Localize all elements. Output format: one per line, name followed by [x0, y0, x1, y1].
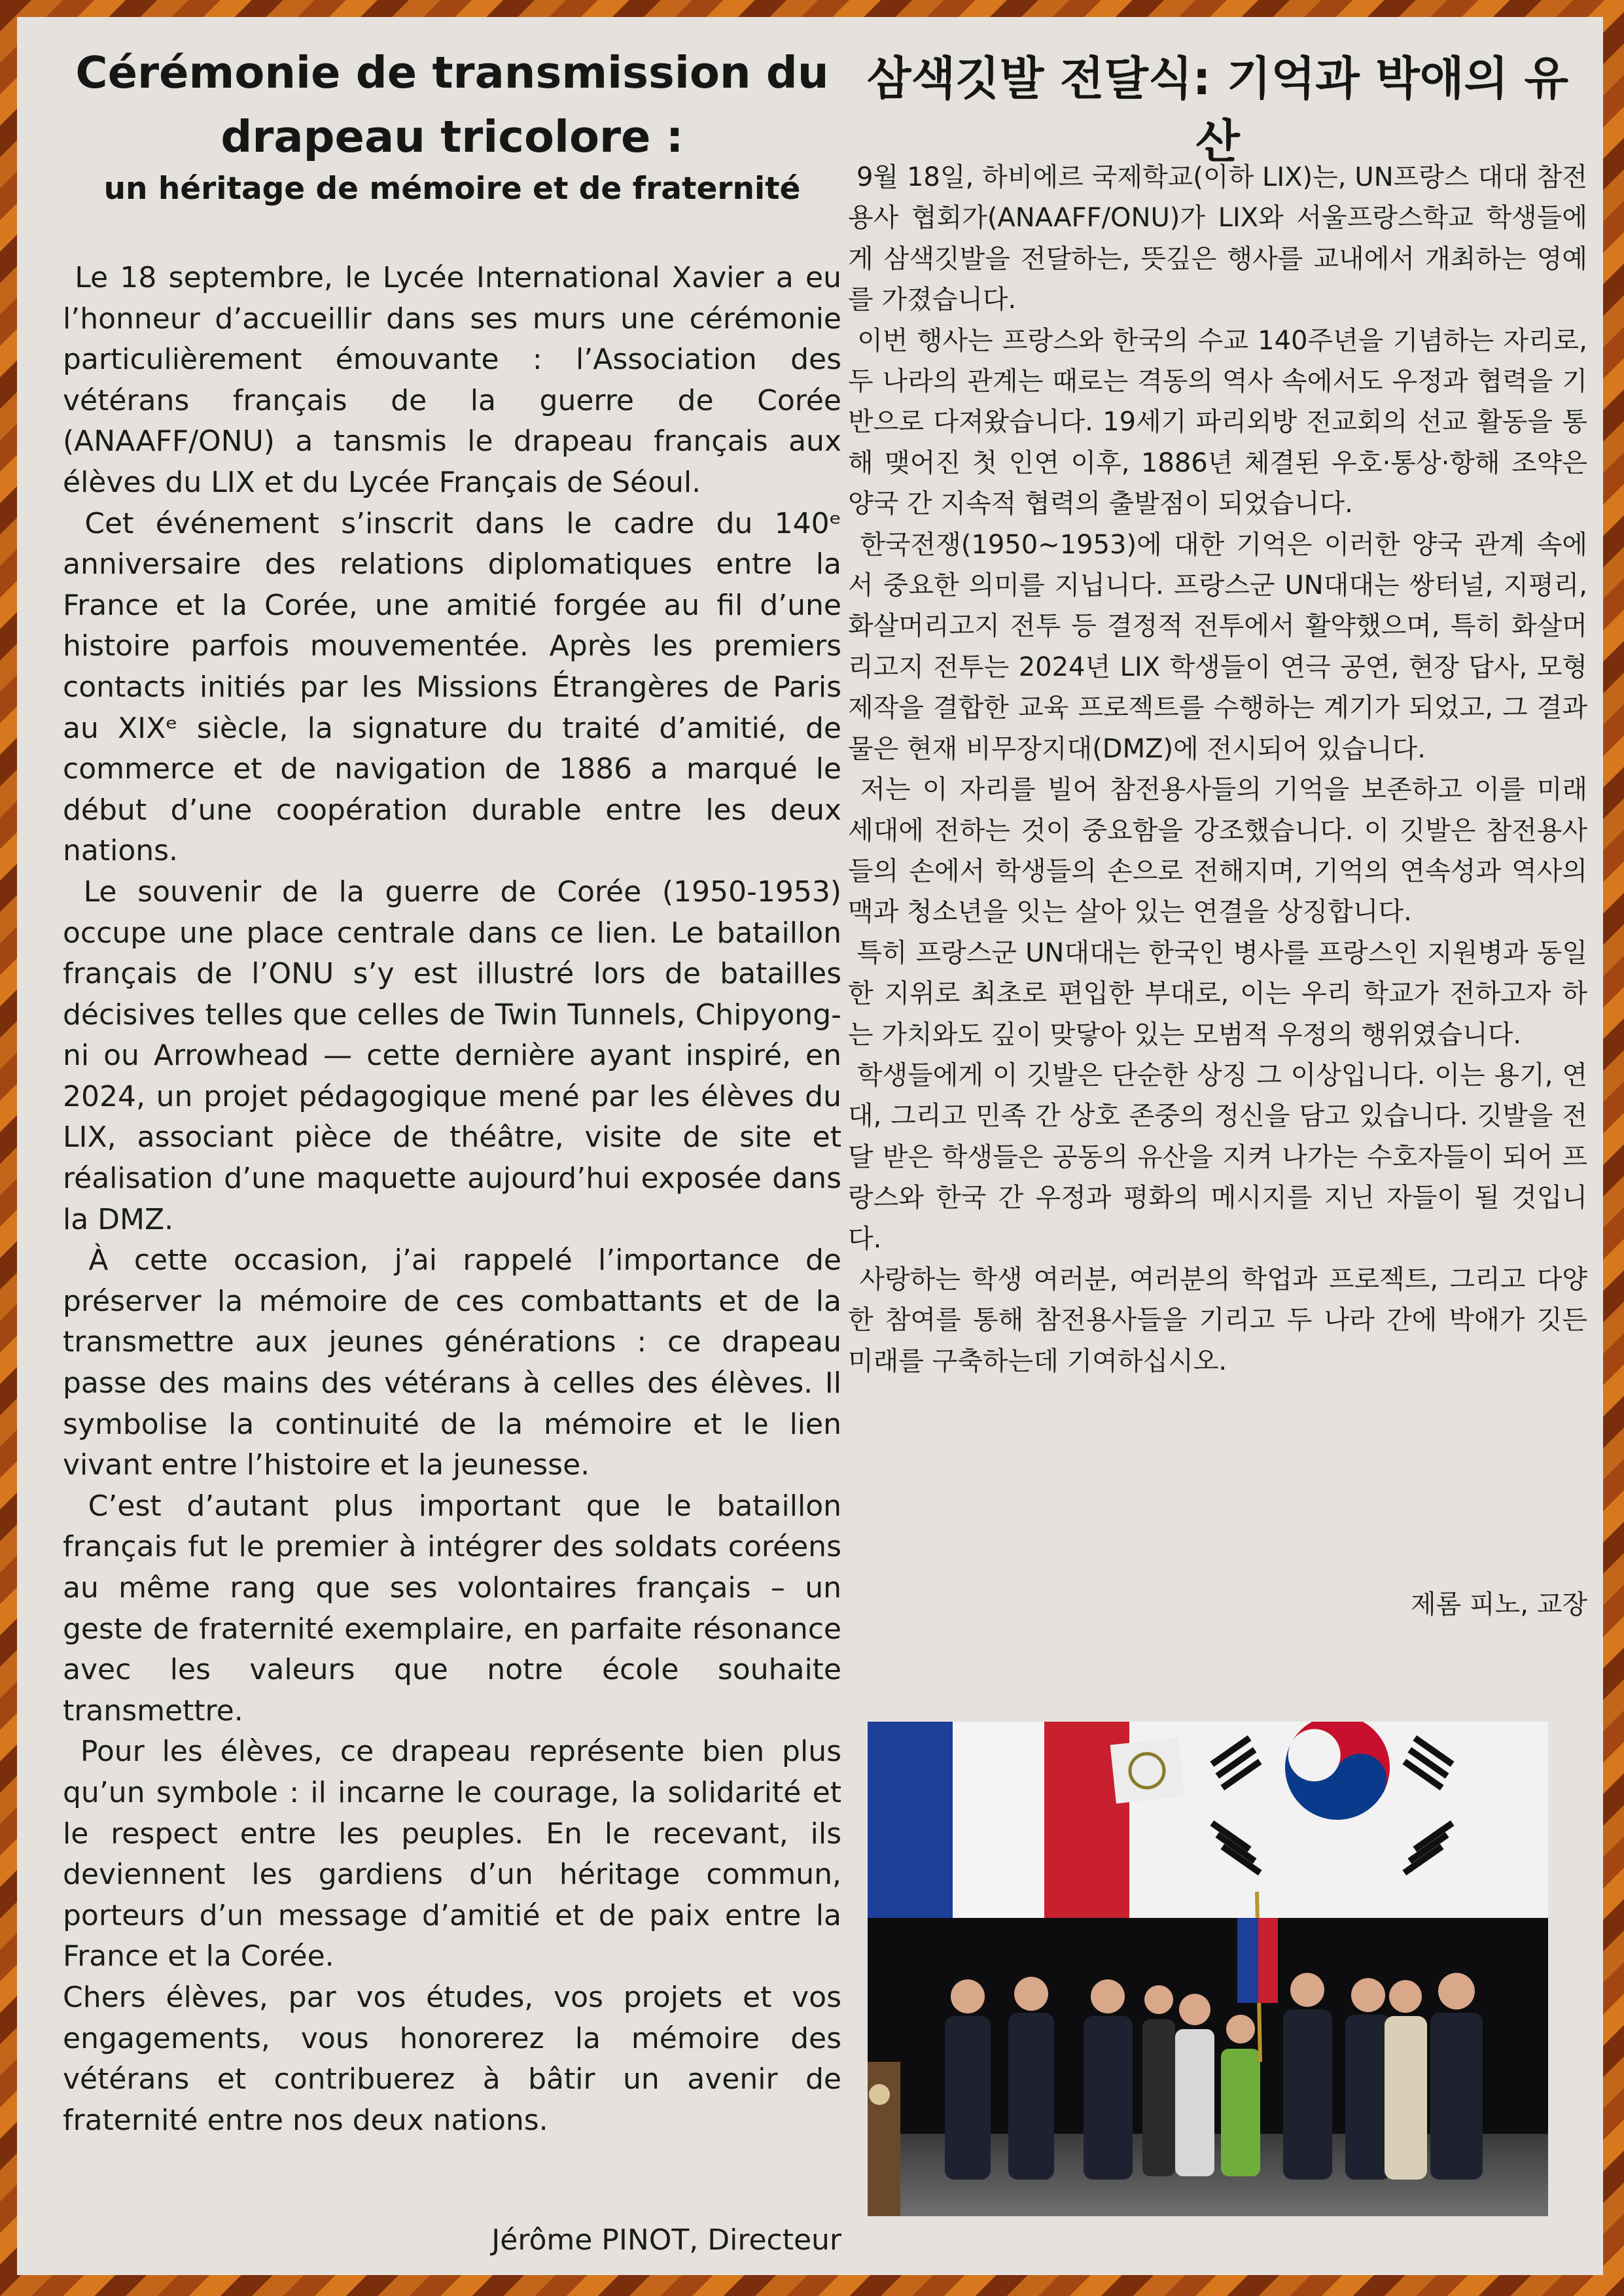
korean-signature: 제롬 피노, 교장	[1411, 1590, 1587, 1620]
french-paragraph: C’est d’autant plus important que le bataillon français fut le premier à intégrer des soldats coréens au même rang que ses volontaires français – un geste de fraternité exemplaire, en parfaite résonance avec les valeurs que notre école souhaite transmettre.	[63, 1489, 841, 1728]
korean-paragraph: 한국전쟁(1950~1953)에 대한 기억은 이러한 양국 관계 속에서 중요한 의미를 지닙니다. 프랑스군 UN대대는 쌍터널, 지평리, 화살머리고지 전투 등 결정적 전투에서 활약했으며, 특히 화살머리고지 전투는 2024년 LIX 학생들이 연극 공연, 현장 답사, 모형 제작을 결합한 교육 프로젝트를 수행하는 계기가 되었고, 그 결과물은 현재 비무장지대(DMZ)에 전시되어 있습니다.	[848, 529, 1587, 764]
french-signature: Jérôme PINOT, Directeur	[491, 2223, 841, 2257]
ceremony-photo-illustration	[868, 1722, 1548, 2216]
french-paragraph: Le souvenir de la guerre de Corée (1950-1953) occupe une place centrale dans ce lien. Le bataillon français de l’ONU s’y est illustré lors de batailles décisives telles que celles de Twin Tunnels, Chipyong-ni ou Arrowhead — cette dernière ayant inspiré, en 2024, un projet pédagogique mené par les élèves du LIX, associant pièce de théâtre, visite de site et réalisation d’une maquette aujourd’hui exposée dans la DMZ.	[63, 875, 841, 1236]
korean-article-body	[848, 157, 1587, 1583]
korean-paragraph: 저는 이 자리를 빌어 참전용사들의 기억을 보존하고 이를 미래 세대에 전하는 것이 중요함을 강조했습니다. 이 깃발은 참전용사들의 손에서 학생들의 손으로 전해지며, 기억의 연속성과 역사의 맥과 청소년을 잇는 살아 있는 연결을 상징합니다.	[848, 774, 1587, 928]
korean-paragraph: 이번 행사는 프랑스와 한국의 수교 140주년을 기념하는 자리로, 두 나라의 관계는 때로는 격동의 역사 속에서도 우정과 협력을 기반으로 다져왔습니다. 19세기 파리외방 전교회의 선교 활동을 통해 맺어진 첫 인연 이후, 1886년 체결된 우호·통상·항해 조약은 양국 간 지속적 협력의 출발점이 되었습니다.	[848, 325, 1587, 519]
french-paragraph: Chers élèves, par vos études, vos projets et vos engagements, vous honorerez la mémoire des vétérans et contribuerez à bâtir un avenir de fraternité entre nos deux nations.	[63, 1980, 841, 2137]
french-paragraph: Pour les élèves, ce drapeau représente bien plus qu’un symbole : il incarne le courage, la solidarité et le respect entre les peuples. En le recevant, ils deviennent les gardiens d’un héritage commun, porteurs d’un message d’amitié et de paix entre la France et la Corée.	[63, 1735, 841, 1974]
french-paragraph: À cette occasion, j’ai rappelé l’importance de préserver la mémoire de ces combattants et de la transmettre aux jeunes générations : ce drapeau passe des mains des vétérans à celles des élèves. Il symbolise la continuité de la mémoire et le lien vivant entre l’histoire et la jeunesse.	[63, 1244, 841, 1482]
french-paragraph: Le 18 septembre, le Lycée International Xavier a eu l’honneur d’accueillir dans ses murs une cérémonie particulièrement émouvante : l’Association des vétérans français de la guerre de Corée (ANAAFF/ONU) a tansmis le drapeau français aux élèves du LIX et du Lycée Français de Séoul.	[63, 261, 841, 499]
french-subtitle: un héritage de mémoire et de fraternité	[103, 171, 801, 207]
korean-title: 삼색깃발 전달식: 기억과 박애의 유산	[866, 52, 1569, 168]
korean-paragraph: 사랑하는 학생 여러분, 여러분의 학업과 프로젝트, 그리고 다양한 참여를 통해 참전용사들을 기리고 두 나라 간에 박애가 깃든 미래를 구축하는데 기여하십시오.	[848, 1264, 1587, 1376]
newsletter-page	[17, 17, 1603, 2275]
french-flag-banner	[868, 1722, 1149, 1918]
korean-paragraph: 9월 18일, 하비에르 국제학교(이하 LIX)는, UN프랑스 대대 참전 용사 협회가(ANAAFF/ONU)가 LIX와 서울프랑스학교 학생들에게 삼색깃발을 전달하는, 뜻깊은 행사를 교내에서 개최하는 영예를 가졌습니다.	[848, 162, 1587, 315]
french-article-body	[63, 258, 841, 2220]
french-paragraph: Cet événement s’inscrit dans le cadre du 140ᵉ anniversaire des relations diplomatiques entre la France et la Corée, une amitié forgée au fil d’une histoire parfois mouvementée. Après les premiers contacts initiés par les Missions Étrangères de Paris au XIXᵉ siècle, la signature du traité d’amitié, de commerce et de navigation de 1886 a marqué le début d’une coopération durable entre les deux nations.	[63, 506, 841, 868]
ceremony-photo	[868, 1722, 1548, 2216]
korean-paragraph: 특히 프랑스군 UN대대는 한국인 병사를 프랑스인 지원병과 동일한 지위로 최초로 편입한 부대로, 이는 우리 학교가 전하고자 하는 가치와도 깊이 맞닿아 있는 모범적 우정의 행위였습니다.	[848, 937, 1587, 1050]
korean-paragraph: 학생들에게 이 깃발은 단순한 상징 그 이상입니다. 이는 용기, 연대, 그리고 민족 간 상호 존중의 정신을 담고 있습니다. 깃발을 전달 받은 학생들은 공동의 유산을 지켜 나가는 수호자들이 되어 프랑스와 한국 간 우정과 평화의 메시지를 지닌 자들이 될 것입니다.	[848, 1060, 1587, 1254]
school-emblem-banner	[1110, 1738, 1185, 1803]
lectern	[868, 2062, 900, 2216]
korean-flag-banner	[1129, 1722, 1548, 1918]
french-title: Cérémonie de transmission du drapeau tricolore :	[75, 47, 829, 162]
